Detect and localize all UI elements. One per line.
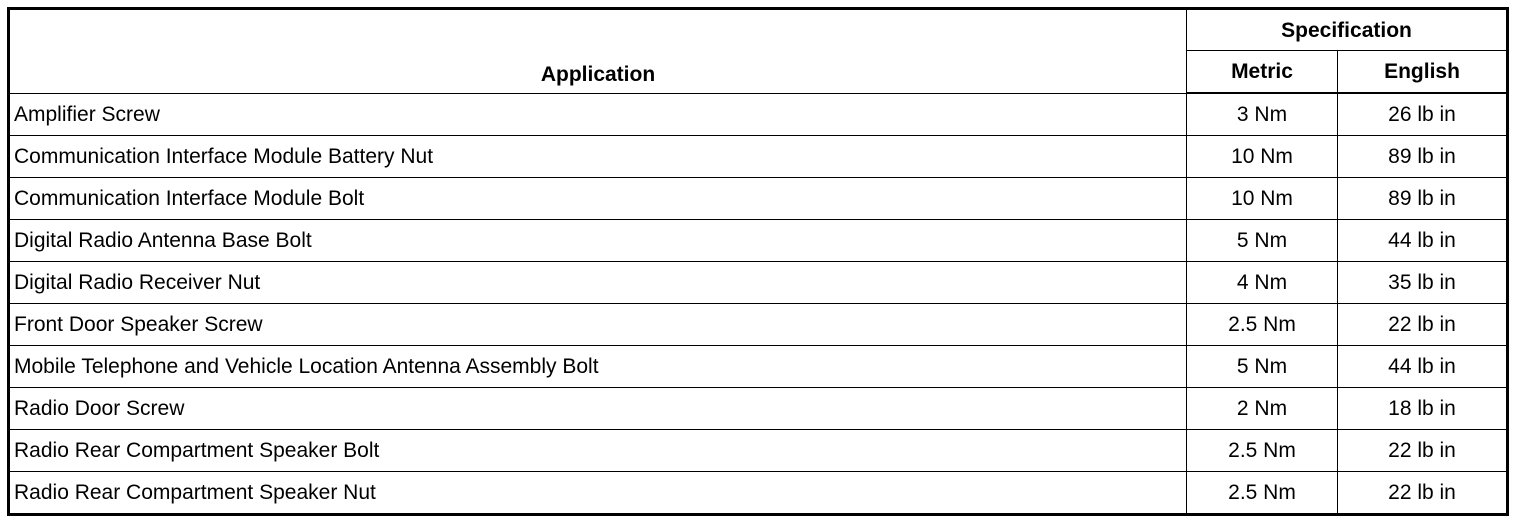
english-cell: 22 lb in [1338, 430, 1508, 472]
metric-cell: 5 Nm [1187, 220, 1338, 262]
table-row [9, 430, 1508, 472]
application-cell: Mobile Telephone and Vehicle Location Antenna Assembly Bolt [9, 346, 1187, 388]
application-cell: Radio Rear Compartment Speaker Nut [9, 472, 1187, 515]
table-row [9, 178, 1508, 220]
table-body [9, 93, 1508, 515]
metric-cell: 10 Nm [1187, 178, 1338, 220]
application-cell: Radio Rear Compartment Speaker Bolt [9, 430, 1187, 472]
english-cell: 89 lb in [1338, 136, 1508, 178]
table-row [9, 262, 1508, 304]
table-row [9, 93, 1508, 136]
header-specification: Specification [1187, 9, 1508, 51]
table-row [9, 136, 1508, 178]
metric-cell: 2.5 Nm [1187, 430, 1338, 472]
application-cell: Front Door Speaker Screw [9, 304, 1187, 346]
english-cell: 22 lb in [1338, 472, 1508, 515]
table-row [9, 220, 1508, 262]
fastener-specification-table [7, 7, 1509, 516]
application-cell: Communication Interface Module Battery Nut [9, 136, 1187, 178]
table-header [9, 9, 1508, 94]
english-cell: 35 lb in [1338, 262, 1508, 304]
application-cell: Digital Radio Antenna Base Bolt [9, 220, 1187, 262]
metric-cell: 2 Nm [1187, 388, 1338, 430]
header-row-top [9, 9, 1508, 51]
table-row [9, 472, 1508, 515]
application-cell: Communication Interface Module Bolt [9, 178, 1187, 220]
application-cell: Digital Radio Receiver Nut [9, 262, 1187, 304]
english-cell: 44 lb in [1338, 220, 1508, 262]
english-cell: 44 lb in [1338, 346, 1508, 388]
header-application: Application [9, 9, 1187, 94]
english-cell: 22 lb in [1338, 304, 1508, 346]
metric-cell: 2.5 Nm [1187, 304, 1338, 346]
metric-cell: 4 Nm [1187, 262, 1338, 304]
metric-cell: 10 Nm [1187, 136, 1338, 178]
application-cell: Amplifier Screw [9, 93, 1187, 136]
english-cell: 18 lb in [1338, 388, 1508, 430]
table-row [9, 388, 1508, 430]
header-metric: Metric [1187, 51, 1338, 94]
application-cell: Radio Door Screw [9, 388, 1187, 430]
header-english: English [1338, 51, 1508, 94]
english-cell: 89 lb in [1338, 178, 1508, 220]
table-row [9, 304, 1508, 346]
english-cell: 26 lb in [1338, 93, 1508, 136]
metric-cell: 3 Nm [1187, 93, 1338, 136]
metric-cell: 5 Nm [1187, 346, 1338, 388]
table-row [9, 346, 1508, 388]
metric-cell: 2.5 Nm [1187, 472, 1338, 515]
